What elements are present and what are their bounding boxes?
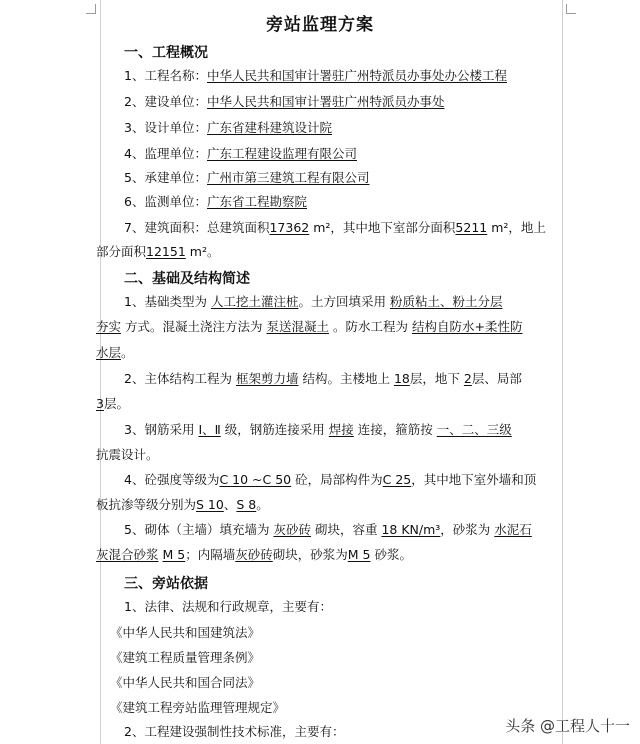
section-heading-basis: 三、旁站依据 (124, 576, 208, 592)
structure-para-5-line-2: 灰混合砂浆 M 5；内隔墙灰砂砖砌块，砂浆为M 5 砂浆。 (96, 547, 412, 562)
watermark: 头条 @工程人十一 (505, 717, 630, 735)
overview-row-owner: 2、建设单位：中华人民共和国审计署驻广州特派员办事处 (124, 94, 445, 109)
law-item: 《中华人民共和国建筑法》 (110, 625, 261, 640)
basis-item-1: 1、法律、法规和行政规章，主要有： (124, 599, 332, 614)
law-item: 《中华人民共和国合同法》 (110, 675, 261, 690)
overview-row-project-name: 1、工程名称：中华人民共和国审计署驻广州特派员办事处办公楼工程 (124, 68, 507, 83)
overview-row-contractor: 5、承建单位：广州市第三建筑工程有限公司 (124, 170, 370, 185)
structure-para-3-line-1: 3、钢筋采用 Ⅰ、Ⅱ 级，钢筋连接采用 焊接 连接，箍筋按 一、二、三级 (124, 422, 512, 437)
section-heading-overview: 一、工程概况 (124, 45, 208, 61)
structure-para-1-line-1: 1、基础类型为 人工挖土灌注桩。土方回填采用 粉质粘土、粉土分层 (124, 294, 503, 309)
structure-para-4-line-2: 板抗渗等级分别为S 10、S 8。 (96, 497, 269, 512)
project-name-value: 中华人民共和国审计署驻广州特派员办事处办公楼工程 (206, 68, 507, 83)
document-title: 旁站监理方案 (266, 15, 374, 35)
law-item: 《建筑工程旁站监理管理规定》 (110, 700, 286, 715)
section-heading-structure: 二、基础及结构简述 (124, 271, 250, 287)
structure-para-3-line-2: 抗震设计。 (96, 447, 159, 462)
overview-row-area-cont: 部分面积12151 m²。 (96, 244, 220, 259)
structure-para-4-line-1: 4、砼强度等级为C 10 ~C 50 砼，局部构件为C 25，其中地下室外墙和顶 (124, 472, 537, 487)
overview-row-monitor: 6、监测单位：广东省工程勘察院 (124, 194, 307, 209)
structure-para-2-line-1: 2、主体结构工程为 框架剪力墙 结构。主楼地上 18层，地下 2层、局部 (124, 371, 522, 386)
structure-para-2-line-2: 3层。 (96, 396, 129, 411)
page-margin-guide (100, 0, 101, 744)
overview-row-area: 7、建筑面积：总建筑面积17362 m²，其中地下室部分面积5211 m²，地上 (124, 220, 546, 235)
structure-para-1-line-2: 夯实 方式。混凝土浇注方法为 泵送混凝土 。防水工程为 结构自防水+柔性防 (96, 319, 523, 334)
basis-item-2: 2、工程建设强制性技术标准，主要有： (124, 724, 345, 739)
law-item: 《建筑工程质量管理条例》 (110, 650, 261, 665)
structure-para-5-line-1: 5、砌体（主墙）填充墙为 灰砂砖 砌块，容重 18 KN/m³，砂浆为 水泥石 (124, 522, 532, 537)
overview-row-designer: 3、设计单位：广东省建科建筑设计院 (124, 120, 332, 135)
overview-row-supervisor: 4、监理单位：广东工程建设监理有限公司 (124, 146, 357, 161)
structure-para-1-line-3: 水层。 (96, 345, 134, 360)
